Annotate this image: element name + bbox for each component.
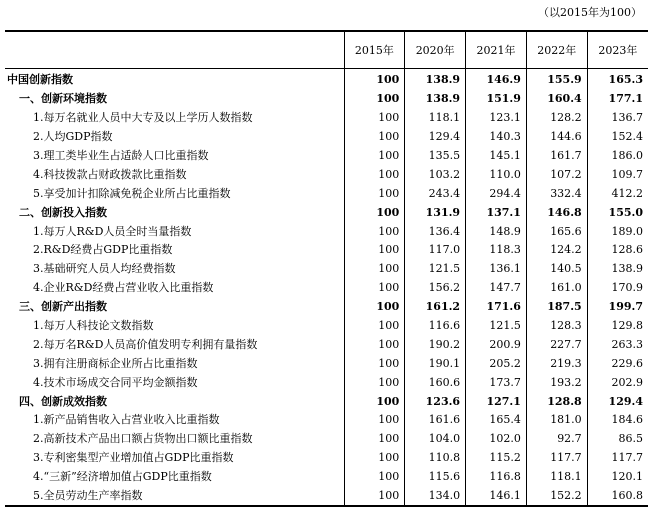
table-row: [5, 90, 648, 109]
row-value-2023: 129.4: [587, 392, 648, 411]
row-value-2023: 129.8: [587, 317, 648, 336]
table-row: [5, 279, 648, 298]
row-value-2015: 100: [344, 279, 405, 298]
table-row: [5, 147, 648, 166]
row-value-2022: 128.2: [526, 109, 587, 128]
row-value-2022: 181.0: [526, 411, 587, 430]
row-value-2022: 117.7: [526, 449, 587, 468]
row-value-2021: 146.9: [466, 69, 527, 90]
row-value-2022: 187.5: [526, 298, 587, 317]
table-row: [5, 222, 648, 241]
row-value-2023: 86.5: [587, 430, 648, 449]
row-value-2020: 156.2: [405, 279, 466, 298]
row-value-2015: 100: [344, 260, 405, 279]
row-value-2021: 146.1: [466, 487, 527, 507]
row-label: 四、创新成效指数: [19, 394, 107, 408]
row-value-2023: 160.8: [587, 487, 648, 507]
row-value-2020: 138.9: [405, 69, 466, 90]
row-label: 4.科技拨款占财政拨款比重指数: [33, 167, 187, 181]
row-value-2015: 100: [344, 147, 405, 166]
row-value-2021: 205.2: [466, 354, 527, 373]
row-value-2021: 151.9: [466, 90, 527, 109]
table-row: [5, 165, 648, 184]
row-value-2022: 160.4: [526, 90, 587, 109]
row-value-2021: 127.1: [466, 392, 527, 411]
row-value-2020: 121.5: [405, 260, 466, 279]
row-value-2022: 227.7: [526, 335, 587, 354]
unit-note: （以2015年为100）: [538, 6, 642, 19]
row-value-2022: 146.8: [526, 203, 587, 222]
row-value-2015: 100: [344, 222, 405, 241]
row-value-2023: 170.9: [587, 279, 648, 298]
row-value-2023: 138.9: [587, 260, 648, 279]
row-value-2015: 100: [344, 298, 405, 317]
row-value-2015: 100: [344, 373, 405, 392]
table-row: [5, 184, 648, 203]
row-value-2020: 110.8: [405, 449, 466, 468]
row-value-2015: 100: [344, 165, 405, 184]
row-label: 1.每万人科技论文数指数: [33, 319, 154, 333]
row-value-2021: 121.5: [466, 317, 527, 336]
row-value-2020: 118.1: [405, 109, 466, 128]
row-value-2023: 177.1: [587, 90, 648, 109]
row-value-2015: 100: [344, 241, 405, 260]
row-value-2022: 118.1: [526, 468, 587, 487]
table-row: [5, 468, 648, 487]
innovation-index-table: [5, 30, 648, 507]
row-label: 二、创新投入指数: [19, 205, 107, 219]
column-header-2021: 2021年: [466, 31, 527, 69]
row-value-2020: 160.6: [405, 373, 466, 392]
row-value-2020: 138.9: [405, 90, 466, 109]
row-label: 2.每万名R&D人员高价值发明专利拥有量指数: [33, 337, 258, 351]
row-value-2015: 100: [344, 69, 405, 90]
row-value-2021: 173.7: [466, 373, 527, 392]
row-value-2015: 100: [344, 468, 405, 487]
row-value-2015: 100: [344, 411, 405, 430]
row-value-2021: 118.3: [466, 241, 527, 260]
row-value-2021: 147.7: [466, 279, 527, 298]
row-value-2022: 165.6: [526, 222, 587, 241]
row-value-2021: 110.0: [466, 165, 527, 184]
row-value-2015: 100: [344, 109, 405, 128]
row-value-2022: 128.3: [526, 317, 587, 336]
row-value-2020: 134.0: [405, 487, 466, 507]
row-value-2015: 100: [344, 184, 405, 203]
row-value-2020: 117.0: [405, 241, 466, 260]
column-header-2015: 2015年: [344, 31, 405, 69]
table-row: [5, 430, 648, 449]
table-row: [5, 354, 648, 373]
table-row: [5, 128, 648, 147]
row-label: 1.每万人R&D人员全时当量指数: [33, 224, 192, 238]
row-label: 1.新产品销售收入占营业收入比重指数: [33, 413, 220, 427]
row-value-2020: 161.2: [405, 298, 466, 317]
row-value-2020: 103.2: [405, 165, 466, 184]
row-value-2020: 136.4: [405, 222, 466, 241]
row-value-2022: 219.3: [526, 354, 587, 373]
row-value-2020: 161.6: [405, 411, 466, 430]
row-value-2021: 115.2: [466, 449, 527, 468]
row-value-2020: 135.5: [405, 147, 466, 166]
row-value-2023: 229.6: [587, 354, 648, 373]
row-label: 三、创新产出指数: [19, 300, 107, 314]
row-label: 3.理工类毕业生占适龄人口比重指数: [33, 149, 209, 162]
table-row: [5, 392, 648, 411]
table-body: [5, 69, 648, 507]
row-value-2015: 100: [344, 317, 405, 336]
row-value-2021: 165.4: [466, 411, 527, 430]
row-value-2023: 263.3: [587, 335, 648, 354]
row-label: 2.R&D经费占GDP比重指数: [33, 243, 173, 257]
row-value-2022: 152.2: [526, 487, 587, 507]
row-label: 4.“三新”经济增加值占GDP比重指数: [33, 470, 212, 484]
table-row: [5, 411, 648, 430]
row-value-2021: 137.1: [466, 203, 527, 222]
row-value-2020: 129.4: [405, 128, 466, 147]
column-header-2022: 2022年: [526, 31, 587, 69]
table-row: [5, 335, 648, 354]
row-value-2022: 140.5: [526, 260, 587, 279]
row-value-2021: 294.4: [466, 184, 527, 203]
row-value-2023: 165.3: [587, 69, 648, 90]
row-value-2021: 136.1: [466, 260, 527, 279]
row-label: 2.高新技术产品出口额占货物出口额比重指数: [33, 432, 253, 446]
table-row: [5, 109, 648, 128]
row-value-2021: 102.0: [466, 430, 527, 449]
row-value-2020: 104.0: [405, 430, 466, 449]
row-value-2022: 92.7: [526, 430, 587, 449]
table-row: [5, 203, 648, 222]
row-value-2015: 100: [344, 128, 405, 147]
column-header-item: [5, 31, 344, 69]
row-value-2021: 145.1: [466, 147, 527, 166]
row-label: 5.享受加计扣除减免税企业所占比重指数: [33, 186, 231, 200]
row-value-2015: 100: [344, 487, 405, 507]
row-value-2020: 116.6: [405, 317, 466, 336]
row-value-2015: 100: [344, 203, 405, 222]
row-label: 中国创新指数: [7, 73, 73, 87]
row-value-2021: 200.9: [466, 335, 527, 354]
row-label: 2.人均GDP指数: [33, 130, 113, 144]
row-value-2023: 184.6: [587, 411, 648, 430]
table-row: [5, 69, 648, 90]
row-value-2023: 152.4: [587, 128, 648, 147]
row-value-2022: 128.8: [526, 392, 587, 411]
row-value-2021: 140.3: [466, 128, 527, 147]
table-row: [5, 241, 648, 260]
row-value-2021: 171.6: [466, 298, 527, 317]
row-value-2022: 155.9: [526, 69, 587, 90]
row-value-2022: 144.6: [526, 128, 587, 147]
table-row: [5, 373, 648, 392]
row-value-2020: 115.6: [405, 468, 466, 487]
row-value-2020: 131.9: [405, 203, 466, 222]
row-value-2023: 120.1: [587, 468, 648, 487]
row-value-2023: 155.0: [587, 203, 648, 222]
row-value-2023: 117.7: [587, 449, 648, 468]
row-value-2015: 100: [344, 90, 405, 109]
row-value-2022: 124.2: [526, 241, 587, 260]
row-value-2022: 161.0: [526, 279, 587, 298]
row-value-2022: 193.2: [526, 373, 587, 392]
row-value-2021: 123.1: [466, 109, 527, 128]
row-label: 4.技术市场成交合同平均金额指数: [33, 375, 198, 389]
table-row: [5, 298, 648, 317]
column-header-2020: 2020年: [405, 31, 466, 69]
row-label: 3.专利密集型产业增加值占GDP比重指数: [33, 451, 234, 465]
row-value-2023: 189.0: [587, 222, 648, 241]
table-header-row: [5, 31, 648, 69]
row-value-2023: 136.7: [587, 109, 648, 128]
row-value-2022: 332.4: [526, 184, 587, 203]
row-label: 4.企业R&D经费占营业收入比重指数: [33, 281, 214, 295]
row-value-2015: 100: [344, 335, 405, 354]
row-value-2023: 109.7: [587, 165, 648, 184]
row-value-2023: 186.0: [587, 147, 648, 166]
row-value-2023: 199.7: [587, 298, 648, 317]
row-label: 3.拥有注册商标企业所占比重指数: [33, 356, 198, 370]
table-row: [5, 449, 648, 468]
row-value-2015: 100: [344, 449, 405, 468]
row-value-2022: 107.2: [526, 165, 587, 184]
row-label: 一、创新环境指数: [19, 92, 107, 106]
row-value-2023: 412.2: [587, 184, 648, 203]
row-value-2022: 161.7: [526, 147, 587, 166]
row-value-2020: 123.6: [405, 392, 466, 411]
table-row: [5, 317, 648, 336]
row-label: 5.全员劳动生产率指数: [5, 487, 344, 507]
row-value-2020: 190.1: [405, 354, 466, 373]
row-value-2015: 100: [344, 354, 405, 373]
row-label: 3.基础研究人员人均经费指数: [33, 262, 176, 276]
table-row: [5, 487, 648, 507]
row-value-2020: 243.4: [405, 184, 466, 203]
row-value-2021: 116.8: [466, 468, 527, 487]
row-value-2015: 100: [344, 430, 405, 449]
row-value-2023: 128.6: [587, 241, 648, 260]
row-value-2021: 148.9: [466, 222, 527, 241]
row-value-2023: 202.9: [587, 373, 648, 392]
row-label: 1.每万名就业人员中大专及以上学历人数指数: [33, 111, 253, 125]
table-row: [5, 260, 648, 279]
row-value-2015: 100: [344, 392, 405, 411]
row-value-2020: 190.2: [405, 335, 466, 354]
column-header-2023: 2023年: [587, 31, 648, 69]
